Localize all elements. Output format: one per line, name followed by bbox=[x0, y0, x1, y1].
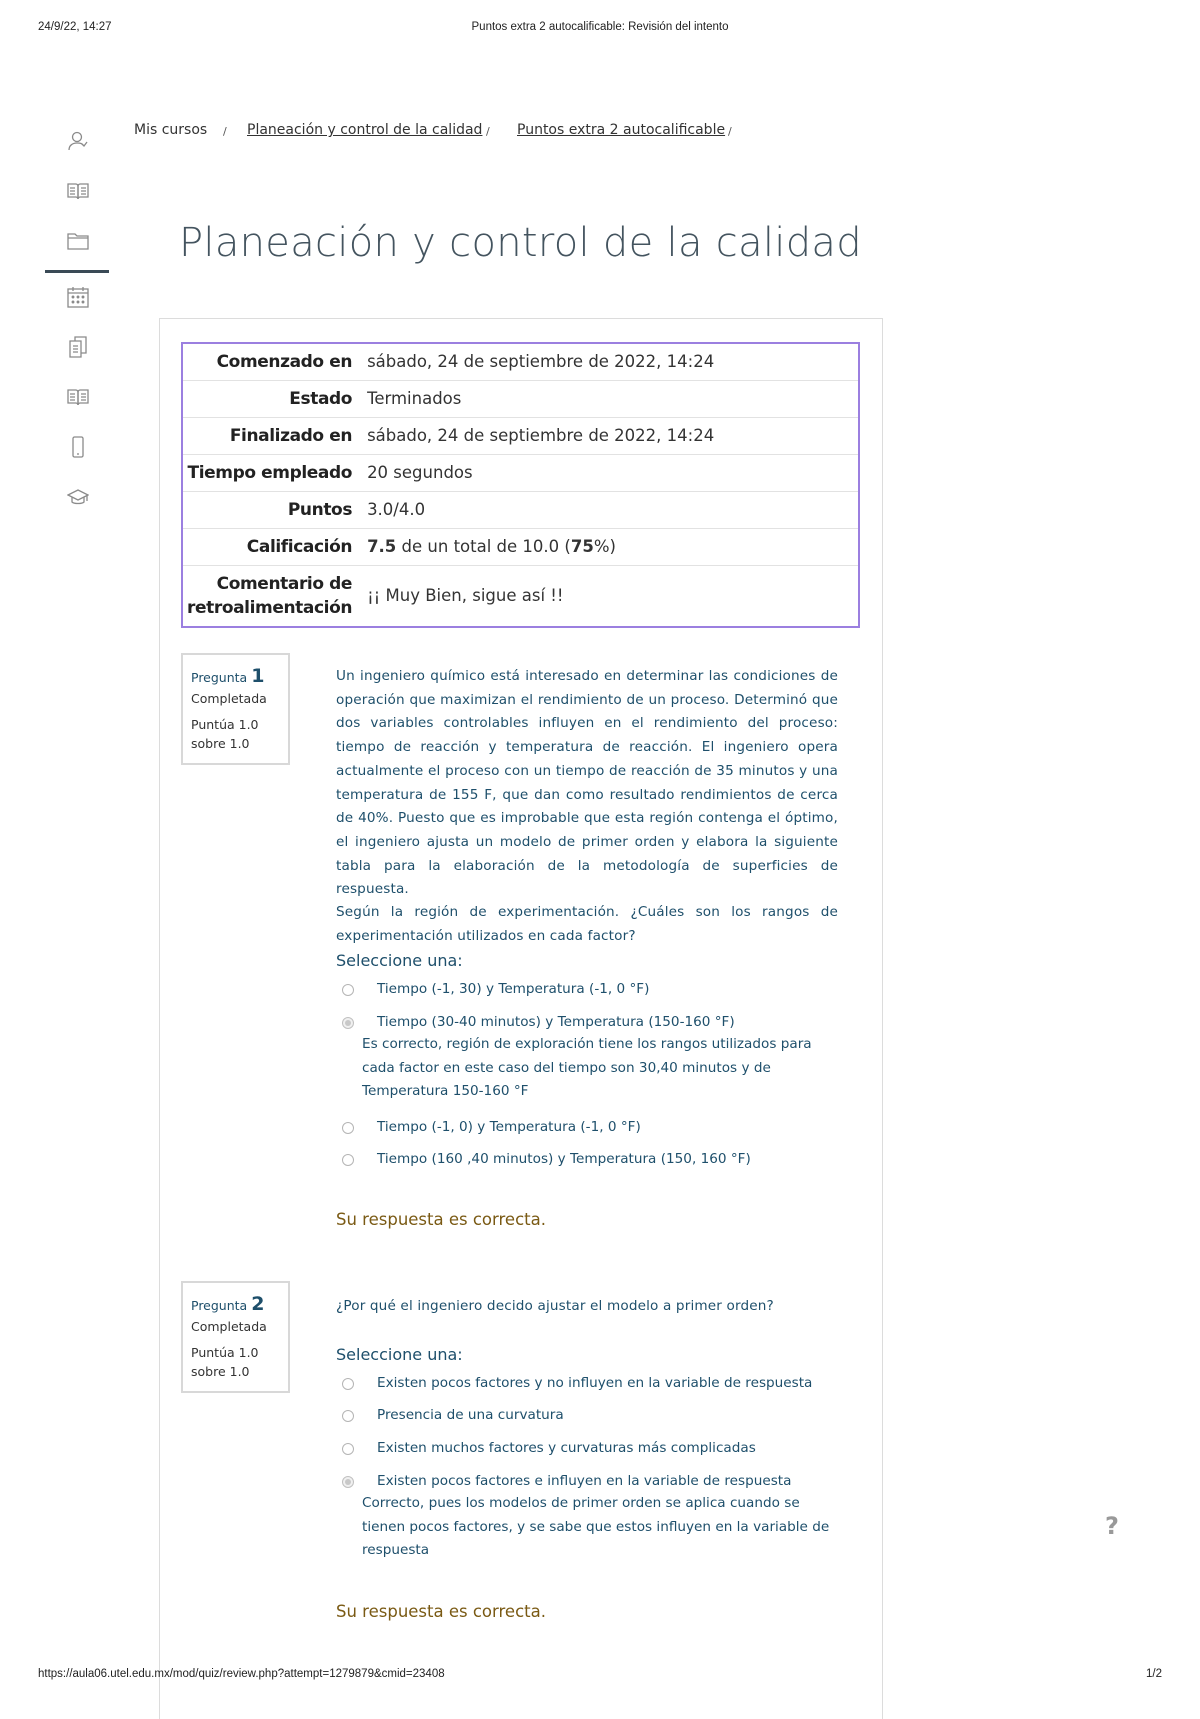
summary-row-finished bbox=[182, 418, 859, 455]
question-info-2 bbox=[181, 1281, 290, 1393]
answer-option-text: Existen muchos factores y curvaturas más complicadas bbox=[377, 1440, 756, 1456]
question-grade-max: sobre 1.0 bbox=[191, 736, 250, 751]
user-icon[interactable] bbox=[67, 130, 89, 152]
breadcrumb-separator: / bbox=[223, 125, 227, 138]
attempt-summary-table bbox=[181, 342, 860, 628]
print-header bbox=[0, 21, 1200, 37]
answer-option-text: Existen pocos factores y no influyen en la variable de respuesta bbox=[377, 1375, 813, 1391]
answer-option-text: Existen pocos factores e influyen en la variable de respuesta bbox=[377, 1473, 792, 1489]
question-number: 2 bbox=[251, 1293, 265, 1315]
summary-value: Terminados bbox=[367, 389, 462, 408]
summary-row-marks bbox=[182, 492, 859, 529]
breadcrumb-quiz-link[interactable]: Puntos extra 2 autocalificable bbox=[517, 122, 726, 138]
answer-feedback bbox=[362, 1033, 837, 1104]
summary-row-state bbox=[182, 381, 859, 418]
summary-row-time-taken bbox=[182, 455, 859, 492]
feedback-text: Es correcto, región de exploración tiene los rangos utilizados para cada factor en este caso del tiempo son 30,40 minutos y de Temperatura 150-160 °F bbox=[362, 1036, 812, 1100]
print-page-number: 1/2 bbox=[1146, 1668, 1162, 1680]
mobile-icon[interactable] bbox=[67, 436, 89, 458]
print-footer bbox=[0, 1668, 1200, 1684]
graduation-cap-icon[interactable] bbox=[67, 486, 89, 508]
folder-icon[interactable] bbox=[67, 230, 89, 252]
summary-value: 3.0/4.0 bbox=[367, 500, 426, 519]
radio-button[interactable] bbox=[342, 1410, 354, 1422]
question-info-1 bbox=[181, 653, 290, 765]
answer-option-text: Tiempo (30-40 minutos) y Temperatura (150-160 °F) bbox=[377, 1014, 735, 1030]
question-number: 1 bbox=[251, 665, 265, 687]
question-prompt: Según la región de experimentación. ¿Cuáles son los rangos de experimentación utilizados en cada factor? bbox=[336, 904, 838, 944]
radio-button[interactable] bbox=[342, 1154, 354, 1166]
sidebar-active-indicator bbox=[45, 270, 109, 273]
summary-value: 20 segundos bbox=[367, 463, 473, 482]
summary-label: Calificación bbox=[246, 537, 353, 557]
question-state: Completada bbox=[191, 1319, 267, 1334]
summary-label: Puntos bbox=[287, 500, 353, 520]
question-text-1 bbox=[336, 665, 838, 948]
radio-button-checked[interactable] bbox=[342, 1476, 354, 1488]
question-text-2 bbox=[336, 1295, 838, 1319]
summary-value: ¡¡ Muy Bien, sigue así !! bbox=[367, 586, 564, 605]
summary-row-grade bbox=[182, 529, 859, 566]
feedback-text: Correcto, pues los modelos de primer orden se aplica cuando se tienen pocos factores, y se sabe que estos influyen en la variable de respuesta bbox=[362, 1495, 830, 1559]
radio-button[interactable] bbox=[342, 1378, 354, 1390]
breadcrumb-separator: / bbox=[486, 125, 490, 138]
summary-label: Tiempo empleado bbox=[187, 463, 353, 483]
question-state: Completada bbox=[191, 691, 267, 706]
question-grade: Puntúa 1.0 bbox=[191, 1345, 259, 1360]
select-one-label: Seleccione una: bbox=[336, 951, 463, 970]
grade-total: de un total de 10.0 ( bbox=[396, 537, 571, 556]
summary-value: sábado, 24 de septiembre de 2022, 14:24 bbox=[367, 426, 715, 445]
book-icon[interactable] bbox=[67, 180, 89, 202]
book-icon[interactable] bbox=[67, 386, 89, 408]
answer-option-text: Presencia de una curvatura bbox=[377, 1407, 564, 1423]
summary-label: Comenzado en bbox=[216, 352, 353, 372]
summary-row-started bbox=[182, 343, 859, 381]
select-one-label: Seleccione una: bbox=[336, 1345, 463, 1364]
print-datetime: 24/9/22, 14:27 bbox=[38, 21, 112, 33]
breadcrumb-mis-cursos[interactable]: Mis cursos bbox=[134, 122, 208, 138]
radio-button[interactable] bbox=[342, 1443, 354, 1455]
radio-button-checked[interactable] bbox=[342, 1017, 354, 1029]
answer-option-text: Tiempo (-1, 0) y Temperatura (-1, 0 °F) bbox=[377, 1119, 641, 1135]
summary-value bbox=[361, 529, 859, 566]
answer-feedback bbox=[362, 1492, 837, 1563]
question-label: Pregunta bbox=[191, 670, 248, 685]
result-message: Su respuesta es correcta. bbox=[336, 1210, 546, 1229]
breadcrumb-course-link[interactable]: Planeación y control de la calidad bbox=[247, 122, 483, 138]
print-title: Puntos extra 2 autocalificable: Revisión del intento bbox=[471, 21, 729, 33]
question-label: Pregunta bbox=[191, 1298, 248, 1313]
answer-option-text: Tiempo (-1, 30) y Temperatura (-1, 0 °F) bbox=[377, 981, 650, 997]
question-paragraph: Un ingeniero químico está interesado en determinar las condiciones de operación que maximizan el rendimiento de un proceso. Determinó que dos variables controlables influyen en el rendimiento del proceso: tiempo de reacción y temperatura de reacción. El ingeniero opera actualmente el proceso con un tiempo de reacción de 35 minutos y una temperatura de 155 F, que dan como resultado rendimientos de cerca de 40%. Puesto que es improbable que esta región contenga el óptimo, el ingeniero ajusta un modelo de primer orden y elabora la siguiente tabla para la elaboración de la metodología de superficies de respuesta. bbox=[336, 668, 838, 898]
page-title: Planeación y control de la calidad bbox=[179, 220, 862, 266]
radio-button[interactable] bbox=[342, 1122, 354, 1134]
question-paragraph: ¿Por qué el ingeniero decido ajustar el modelo a primer orden? bbox=[336, 1298, 774, 1314]
summary-label: Finalizado en bbox=[229, 426, 353, 446]
summary-label: Comentario de retroalimentación bbox=[187, 574, 353, 618]
grade-value: 7.5 bbox=[367, 537, 397, 556]
summary-value: sábado, 24 de septiembre de 2022, 14:24 bbox=[367, 352, 715, 371]
radio-button[interactable] bbox=[342, 984, 354, 996]
calendar-icon[interactable] bbox=[67, 286, 89, 308]
summary-row-feedback bbox=[182, 566, 859, 628]
question-grade: Puntúa 1.0 bbox=[191, 717, 259, 732]
documents-icon[interactable] bbox=[67, 336, 89, 358]
result-message: Su respuesta es correcta. bbox=[336, 1602, 546, 1621]
grade-percent-sign: %) bbox=[593, 537, 616, 556]
question-grade-max: sobre 1.0 bbox=[191, 1364, 250, 1379]
answer-option-text: Tiempo (160 ,40 minutos) y Temperatura (150, 160 °F) bbox=[377, 1151, 751, 1167]
print-url: https://aula06.utel.edu.mx/mod/quiz/review.php?attempt=1279879&cmid=23408 bbox=[38, 1668, 445, 1680]
help-icon[interactable]: ? bbox=[1105, 1512, 1119, 1540]
grade-percent: 75 bbox=[570, 537, 594, 556]
breadcrumb-separator: / bbox=[728, 125, 732, 138]
summary-label: Estado bbox=[289, 389, 353, 409]
